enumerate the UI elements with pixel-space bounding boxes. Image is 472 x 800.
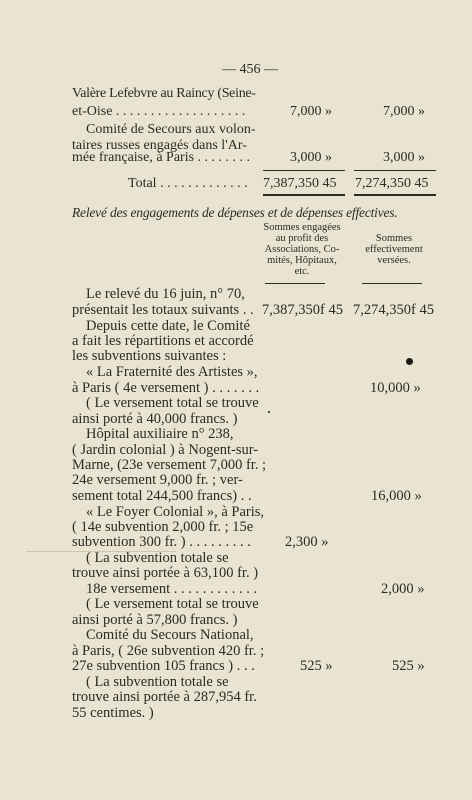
column-header-engaged-line: mités, Hôpitaux, [267, 255, 337, 266]
text-line: 55 centimes. ) [72, 705, 154, 721]
amount-versement18-paid: 2,000 » [381, 581, 425, 597]
text-line: Hôpital auxiliaire n° 238, [86, 426, 234, 442]
subtotal-rule-paid [354, 170, 436, 171]
text-line: les subventions suivantes : [72, 348, 227, 364]
text-line: 27e subvention 105 francs ) . . . [72, 658, 255, 674]
text-line: Comité du Secours National, [86, 627, 254, 643]
text-line: Marne, (23e versement 7,000 fr. ; [72, 457, 267, 473]
text-line: ( La subvention totale se [86, 550, 229, 566]
header-rule-paid [362, 283, 422, 284]
total-label: Total . . . . . . . . . . . . . [128, 176, 248, 191]
text-line: ( Jardin colonial ) à Nogent-sur- [72, 442, 259, 458]
text-line: à Paris ( 4e versement ) . . . . . . . [72, 380, 260, 396]
text-line: trouve ainsi portée à 63,100 fr. ) [72, 565, 259, 581]
amount-comite-russe-engaged: 3,000 » [290, 150, 332, 165]
entry-comite-russe-line1: Comité de Secours aux volon- [86, 122, 256, 137]
section-title: Relevé des engagements de dépenses et de dépenses effectives. [72, 205, 398, 220]
column-header-engaged [252, 222, 352, 277]
text-line: ( La subvention totale se [86, 674, 229, 690]
text-line: Le relevé du 16 juin, n° 70, [86, 286, 245, 302]
total-rule-engaged [263, 194, 345, 196]
total-rule-paid [354, 194, 436, 196]
amount-report-engaged: 7,387,350f 45 [262, 302, 343, 318]
header-rule-engaged [265, 283, 325, 284]
amount-valere-paid: 7,000 » [383, 104, 425, 119]
amount-report-paid: 7,274,350f 45 [353, 302, 434, 318]
column-header-paid [346, 233, 442, 266]
text-line: 18e versement . . . . . . . . . . . . [86, 581, 258, 597]
text-line: a fait les répartitions et accordé [72, 333, 254, 349]
amount-hopital-paid: 16,000 » [371, 488, 422, 504]
amount-comite-russe-paid: 3,000 » [383, 150, 425, 165]
entry-comite-russe-line2: taires russes engagés dans l'Ar- [72, 138, 247, 153]
amount-foyer-engaged: 2,300 » [285, 534, 329, 550]
text-line: sement total 244,500 francs) . . [72, 488, 252, 504]
amount-secours-paid: 525 » [392, 658, 425, 674]
total-engaged: 7,387,350 45 [263, 176, 337, 191]
text-line: Depuis cette date, le Comité [86, 318, 250, 334]
text-line: subvention 300 fr. ) . . . . . . . . . [72, 534, 251, 550]
text-line: à Paris, ( 26e subvention 420 fr. ; [72, 643, 265, 659]
text-line: 24e versement 9,000 fr. ; ver- [72, 472, 243, 488]
text-line: ainsi porté à 40,000 francs. ) [72, 411, 238, 427]
amount-fraternite-paid: 10,000 » [370, 380, 421, 396]
entry-valere-line1: Valère Lefebvre au Raincy (Seine- [72, 86, 256, 101]
column-header-paid-line: Sommes [375, 233, 413, 244]
amount-secours-engaged: 525 » [300, 658, 333, 674]
entry-valere-line2: et-Oise . . . . . . . . . . . . . . . . . . . [72, 104, 246, 119]
text-line: « La Fraternité des Artistes », [86, 364, 258, 380]
text-line: ( Le versement total se trouve [86, 596, 259, 612]
column-header-engaged-line: Associations, Co- [264, 244, 340, 255]
subtotal-rule-engaged [263, 170, 345, 171]
page-number: — 456 — [222, 62, 278, 77]
total-paid: 7,274,350 45 [355, 176, 429, 191]
text-line: ainsi porté à 57,800 francs. ) [72, 612, 238, 628]
column-header-engaged-line: Sommes engagées [263, 222, 341, 233]
text-line: ( Le versement total se trouve [86, 395, 259, 411]
amount-valere-engaged: 7,000 » [290, 104, 332, 119]
column-header-engaged-line: etc. [294, 266, 310, 277]
text-line: trouve ainsi portée à 287,954 fr. [72, 689, 257, 705]
text-line: ( 14e subvention 2,000 fr. ; 15e [72, 519, 254, 535]
column-header-paid-line: versées. [377, 255, 411, 266]
speck [268, 411, 270, 413]
ink-blot [406, 358, 413, 365]
column-header-engaged-line: au profit des [275, 233, 329, 244]
text-line: présentait les totaux suivants . . [72, 302, 254, 318]
column-header-paid-line: effectivement [365, 244, 423, 255]
entry-comite-russe-line3: mée française, à Paris . . . . . . . . [72, 150, 251, 165]
text-line: « Le Foyer Colonial », à Paris, [86, 504, 265, 520]
